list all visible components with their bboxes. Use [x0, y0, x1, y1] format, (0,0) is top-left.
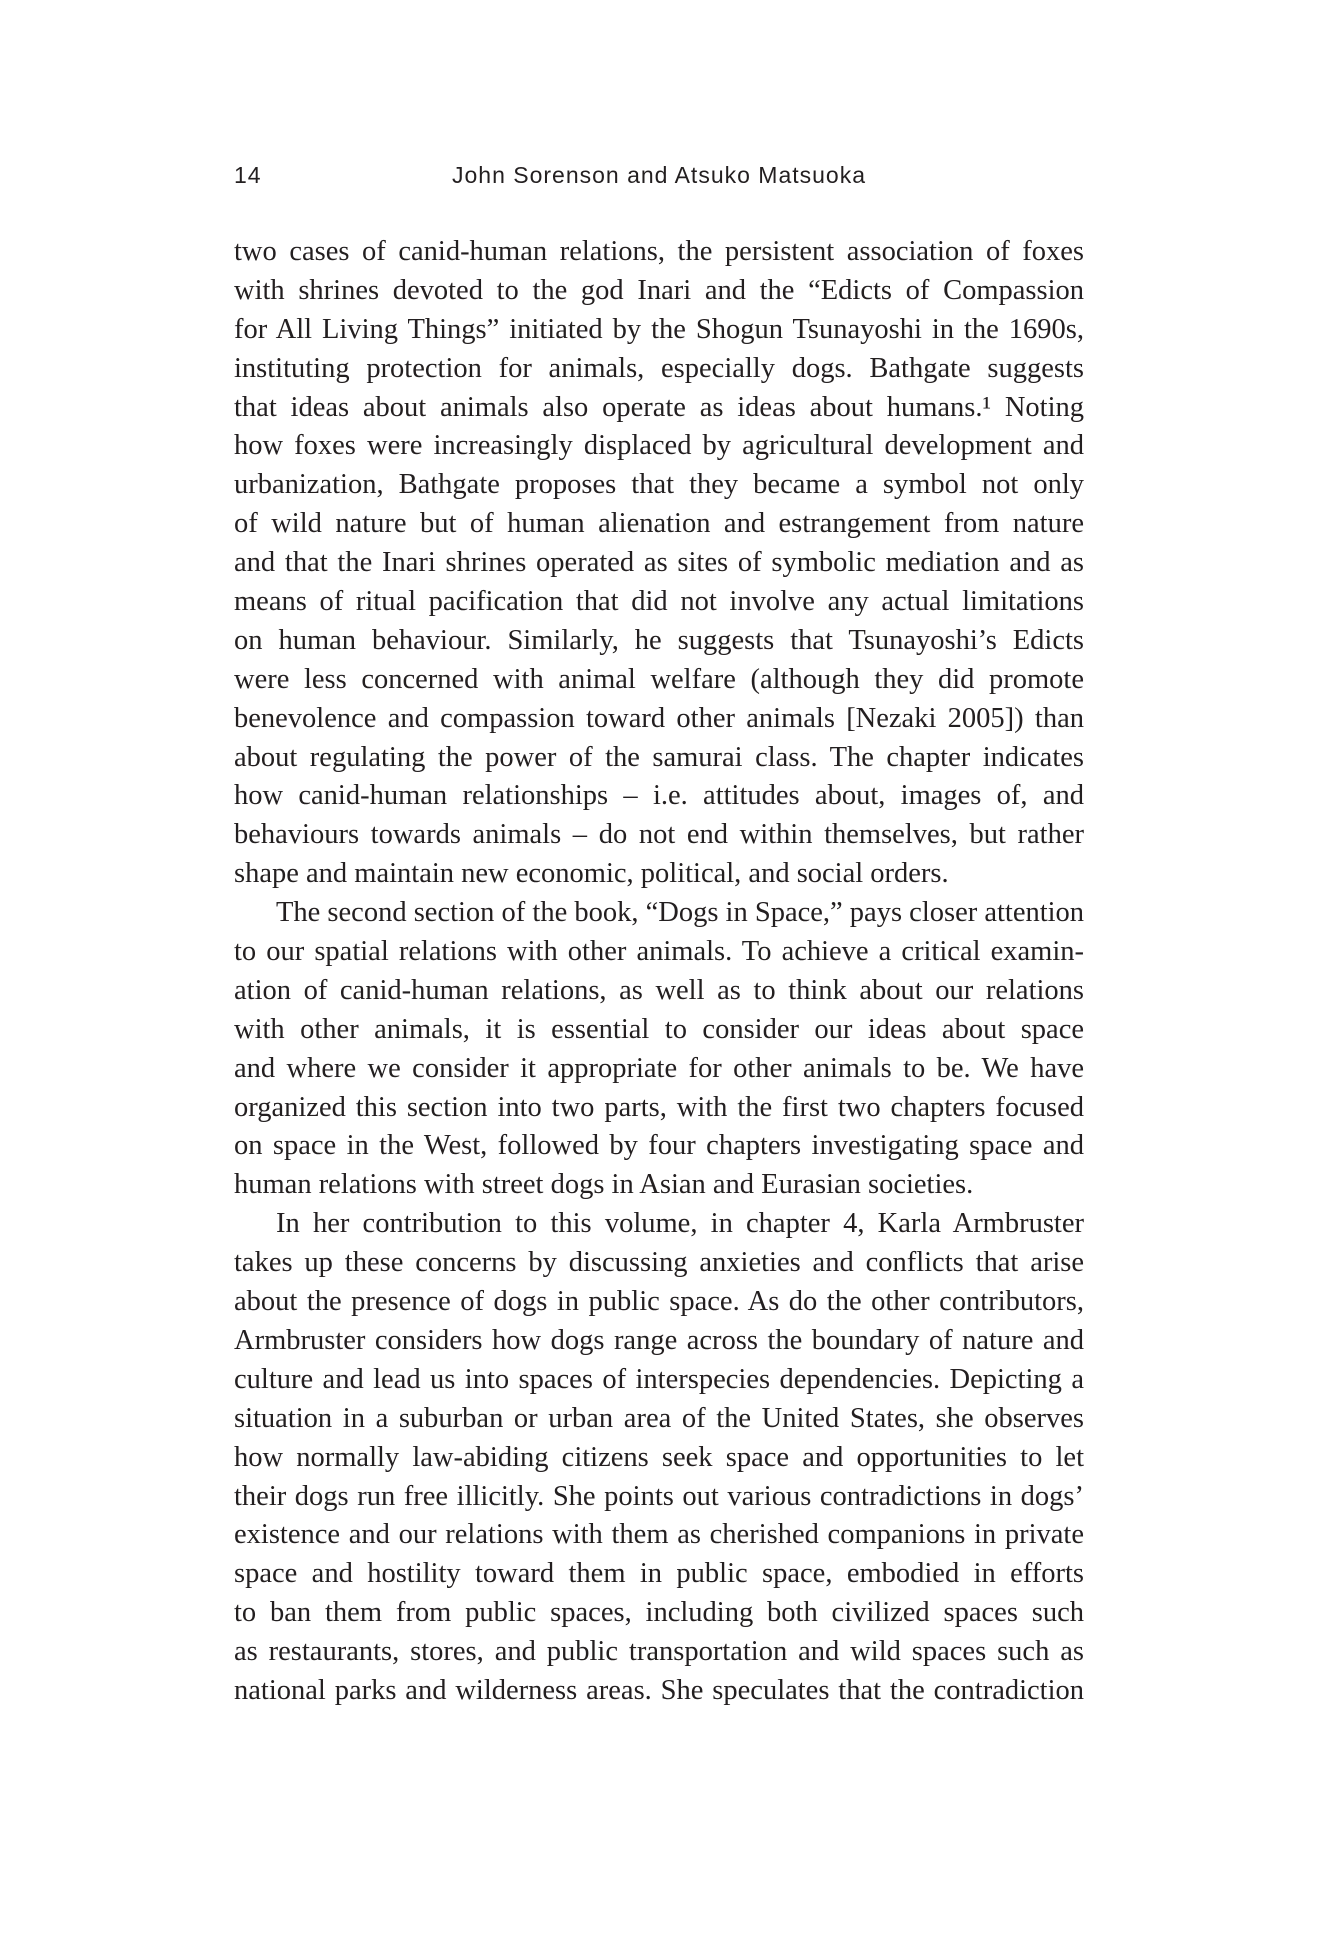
- running-head: [234, 160, 1084, 190]
- text-line: human relations with street dogs in Asian and Eurasian societies.: [234, 1169, 974, 1201]
- text-line: that ideas about animals also operate as ideas about humans.¹ Noting: [234, 391, 1084, 423]
- text-line: on space in the West, followed by four chapters investigating space and: [234, 1130, 1084, 1162]
- paragraph: [234, 894, 1084, 1205]
- text-line: with shrines devoted to the god Inari and the “Edicts of Compassion: [234, 274, 1084, 306]
- text-line: space and hostility toward them in public space, embodied in efforts: [234, 1558, 1084, 1590]
- paragraph: [234, 1205, 1084, 1711]
- text-line: how normally law-abiding citizens seek space and opportunities to let: [234, 1441, 1084, 1473]
- paragraph: [234, 233, 1084, 894]
- text-line: two cases of canid-human relations, the persistent association of foxes: [234, 236, 1084, 267]
- text-line: means of ritual pacification that did not involve any actual limitations: [234, 586, 1084, 618]
- text-line: ation of canid-human relations, as well as to think about our relations: [234, 974, 1084, 1006]
- text-line: of wild nature but of human alienation and estrangement from nature: [234, 508, 1084, 540]
- text-line: In her contribution to this volume, in chapter 4, Karla Armbruster: [276, 1208, 1084, 1240]
- text-line: existence and our relations with them as cherished companions in private: [234, 1519, 1084, 1551]
- text-line: their dogs run free illicitly. She points out various contradictions in dogs’: [234, 1480, 1084, 1512]
- text-line: how canid-human relationships – i.e. attitudes about, images of, and: [234, 780, 1084, 812]
- text-line: and where we consider it appropriate for other animals to be. We have: [234, 1052, 1084, 1084]
- text-line: takes up these concerns by discussing anxieties and conflicts that arise: [234, 1247, 1084, 1279]
- page-number: 14: [234, 162, 262, 188]
- text-line: urbanization, Bathgate proposes that they became a symbol not only: [234, 469, 1084, 501]
- text-line: with other animals, it is essential to consider our ideas about space: [234, 1013, 1084, 1045]
- body-text: [234, 233, 1084, 1711]
- text-line: for All Living Things” initiated by the Shogun Tsunayoshi in the 1690s,: [234, 313, 1084, 345]
- text-line: instituting protection for animals, especially dogs. Bathgate suggests: [234, 352, 1084, 384]
- text-line: to ban them from public spaces, including both civilized spaces such: [234, 1597, 1084, 1629]
- text-line: Armbruster considers how dogs range across the boundary of nature and: [234, 1324, 1084, 1356]
- text-line: and that the Inari shrines operated as sites of symbolic mediation and as: [234, 547, 1084, 579]
- text-line: situation in a suburban or urban area of the United States, she observes: [234, 1402, 1084, 1434]
- text-line: as restaurants, stores, and public transportation and wild spaces such as: [234, 1636, 1084, 1668]
- text-line: shape and maintain new economic, political, and social orders.: [234, 858, 949, 890]
- text-line: to our spatial relations with other animals. To achieve a critical examin-: [234, 936, 1084, 968]
- text-line: The second section of the book, “Dogs in Space,” pays closer attention: [276, 897, 1085, 929]
- text-line: about regulating the power of the samurai class. The chapter indicates: [234, 741, 1084, 773]
- text-line: national parks and wilderness areas. She speculates that the contradiction: [234, 1674, 1084, 1706]
- text-line: how foxes were increasingly displaced by agricultural development and: [234, 430, 1084, 462]
- text-line: on human behaviour. Similarly, he suggests that Tsunayoshi’s Edicts: [234, 624, 1084, 656]
- text-line: culture and lead us into spaces of interspecies dependencies. Depicting a: [234, 1363, 1084, 1395]
- text-line: about the presence of dogs in public space. As do the other contributors,: [234, 1286, 1084, 1318]
- running-title: John Sorenson and Atsuko Matsuoka: [451, 162, 867, 188]
- text-line: benevolence and compassion toward other animals [Nezaki 2005]) than: [234, 702, 1084, 734]
- text-line: were less concerned with animal welfare (although they did promote: [234, 663, 1084, 695]
- text-line: behaviours towards animals – do not end within themselves, but rather: [234, 819, 1084, 851]
- text-line: organized this section into two parts, with the first two chapters focused: [234, 1091, 1084, 1123]
